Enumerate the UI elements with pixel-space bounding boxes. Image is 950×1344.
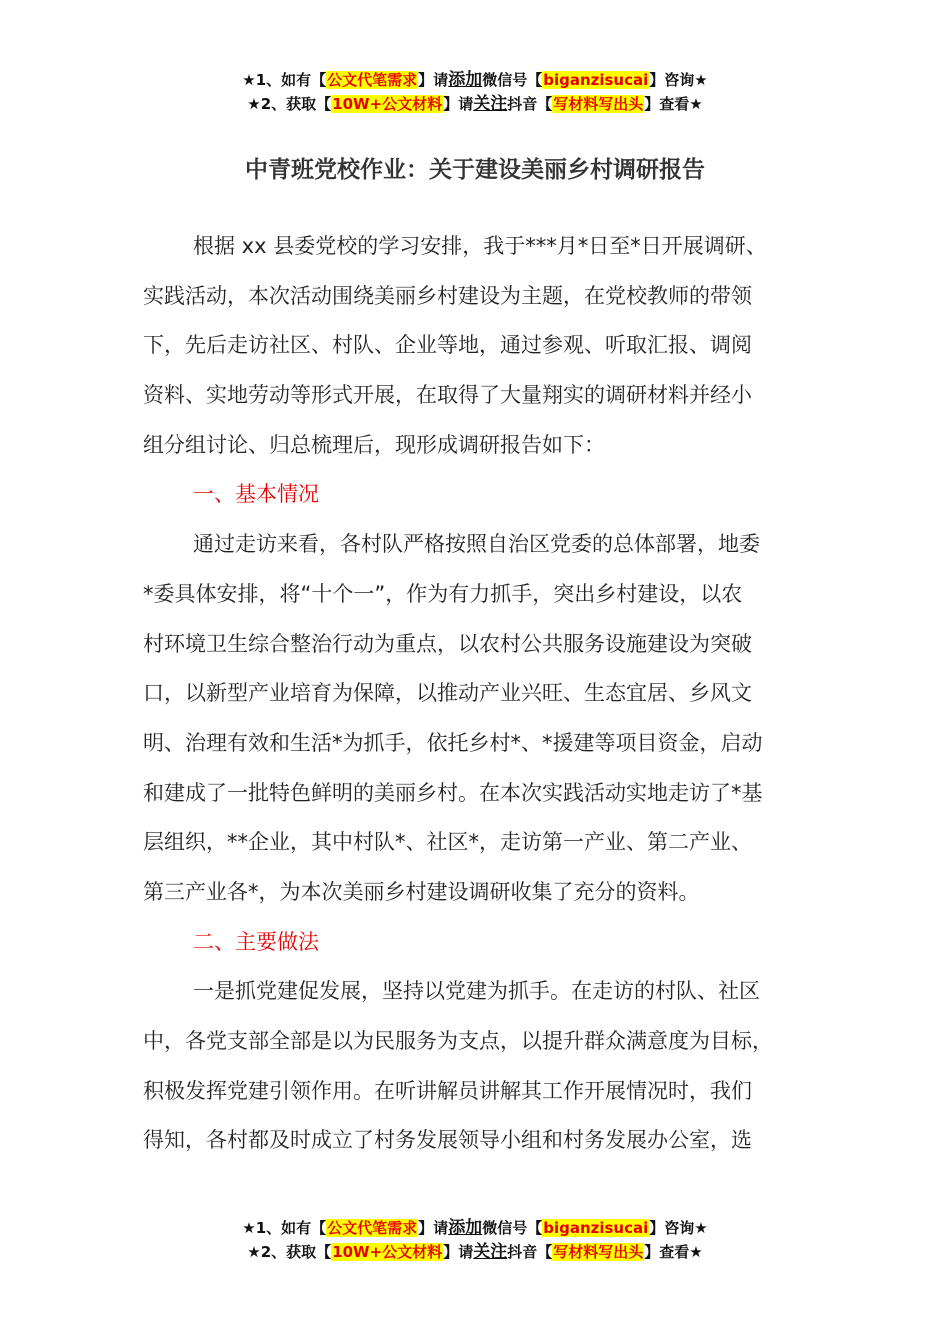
paragraph-line: 下，先后走访社区、村队、企业等地，通过参观、听取汇报、调阅 xyxy=(143,333,752,358)
bottom-banner xyxy=(0,1216,950,1264)
highlight-douyin-account: 写材料写出头 xyxy=(553,1243,644,1261)
banner-line-2: ★2、获取【10W+公文材料】请关注抖音【写材料写出头】查看★ xyxy=(247,94,703,114)
paragraph-line: 得知，各村都及时成立了村务发展领导小组和村务发展办公室，选 xyxy=(143,1128,752,1153)
paragraph-line: 实践活动，本次活动围绕美丽乡村建设为主题，在党校教师的带领 xyxy=(143,283,752,308)
banner-line-1: ★1、如有【公文代笔需求】请添加微信号【biganzisucai】咨询★ xyxy=(242,70,708,90)
banner-line-1: ★1、如有【公文代笔需求】请添加微信号【biganzisucai】咨询★ xyxy=(242,1218,708,1238)
paragraph-line: *委具体安排，将“十个一”，作为有力抓手，突出乡村建设，以农 xyxy=(143,581,743,606)
paragraph-line: 一是抓党建促发展，坚持以党建为抓手。在走访的村队、社区 xyxy=(193,979,760,1004)
banner-line-2: ★2、获取【10W+公文材料】请关注抖音【写材料写出头】查看★ xyxy=(247,1242,703,1262)
document-body xyxy=(143,222,813,1166)
highlight-materials: 10W+公文材料 xyxy=(332,1243,443,1261)
paragraph-line: 层组织，**企业，其中村队*、社区*，走访第一产业、第二产业、 xyxy=(143,830,752,855)
paragraph-line: 口，以新型产业培育为保障，以推动产业兴旺、生态宜居、乡风文 xyxy=(143,681,752,706)
highlight-douyin-account: 写材料写出头 xyxy=(553,95,644,113)
section-heading-main-practices: 二、主要做法 xyxy=(193,929,319,954)
paragraph-line: 中，各党支部全部是以为民服务为支点，以提升群众满意度为目标， xyxy=(143,1029,773,1053)
paragraph-line: 村环境卫生综合整治行动为重点，以农村公共服务设施建设为突破 xyxy=(143,631,752,656)
highlight-wechat-id: biganzisucai xyxy=(543,1219,649,1237)
paragraph-line: 第三产业各*，为本次美丽乡村建设调研收集了充分的资料。 xyxy=(143,879,700,904)
section-heading-basic-situation: 一、基本情况 xyxy=(193,482,319,507)
paragraph-line: 明、治理有效和生活*为抓手，依托乡村*、*援建等项目资金，启动 xyxy=(143,730,763,755)
paragraph-line: 通过走访来看，各村队严格按照自治区党委的总体部署，地委 xyxy=(193,532,760,557)
highlight-service: 公文代笔需求 xyxy=(327,1219,418,1237)
highlight-service: 公文代笔需求 xyxy=(327,71,418,89)
paragraph-line: 根据 xx 县委党校的学习安排，我于***月*日至*日开展调研、 xyxy=(193,234,767,258)
document-title: 中青班党校作业：关于建设美丽乡村调研报告 xyxy=(245,157,705,183)
paragraph-line: 组分组讨论、归总梳理后，现形成调研报告如下： xyxy=(143,432,605,457)
paragraph-line: 积极发挥党建引领作用。在听讲解员讲解其工作开展情况时，我们 xyxy=(143,1078,752,1103)
highlight-wechat-id: biganzisucai xyxy=(543,71,649,89)
paragraph-line: 和建成了一批特色鲜明的美丽乡村。在本次实践活动实地走访了*基 xyxy=(143,780,763,805)
highlight-materials: 10W+公文材料 xyxy=(332,95,443,113)
top-banner xyxy=(0,68,950,116)
paragraph-line: 资料、实地劳动等形式开展，在取得了大量翔实的调研材料并经小 xyxy=(143,383,752,408)
